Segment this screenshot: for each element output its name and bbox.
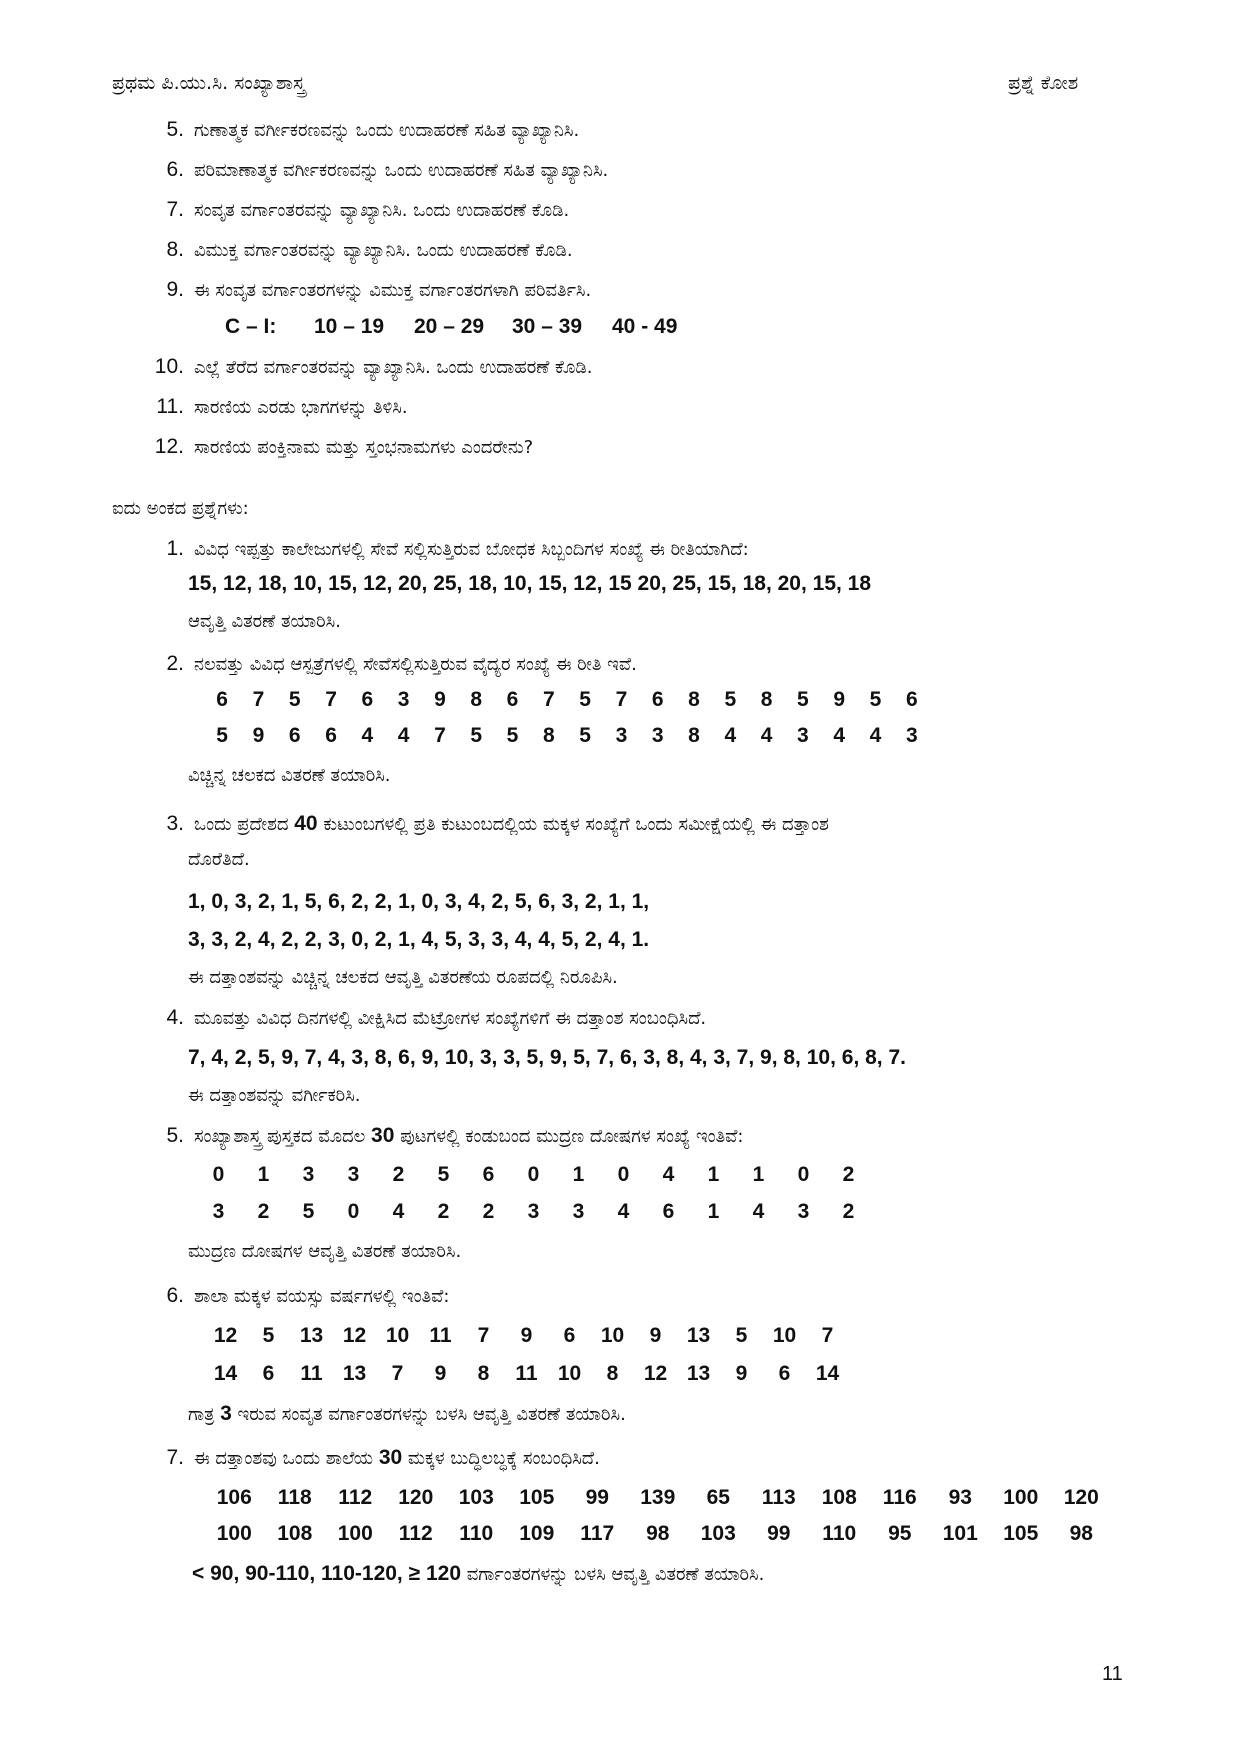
q4-task: ಈ ದತ್ತಾಂಶವನ್ನು ವರ್ಗೀಕರಿಸಿ. xyxy=(188,1085,361,1106)
data-value: 7 xyxy=(391,1362,404,1385)
question-number-inline: 30 xyxy=(371,1124,395,1147)
q2-data-row-1 xyxy=(204,688,930,712)
five-mark-question-4 xyxy=(140,1006,706,1031)
data-value: 10 xyxy=(600,1324,625,1347)
data-value: 4 xyxy=(397,724,410,747)
data-value: 6 xyxy=(651,688,664,711)
question-number: 6. xyxy=(166,158,184,181)
data-value: 13 xyxy=(342,1362,367,1385)
q9-interval: 30 – 39 xyxy=(512,315,583,338)
data-value: 9 xyxy=(434,688,446,711)
data-value: 9 xyxy=(649,1324,662,1347)
question-number: 7. xyxy=(166,1446,184,1469)
data-value: 5 xyxy=(262,1324,275,1347)
data-value: 3 xyxy=(397,688,410,711)
data-value: 3 xyxy=(572,1200,585,1223)
data-value: 12 xyxy=(213,1324,238,1347)
data-value: 103 xyxy=(700,1522,736,1545)
data-value: 13 xyxy=(686,1324,711,1347)
five-mark-question-2 xyxy=(140,652,637,677)
question-number: 11. xyxy=(156,395,184,418)
data-value: 6 xyxy=(563,1324,576,1347)
data-value: 103 xyxy=(458,1486,494,1509)
data-value: 0 xyxy=(617,1163,630,1186)
question-number-inline: 40 xyxy=(294,812,318,835)
data-value: 5 xyxy=(302,1200,315,1223)
five-mark-question-3 xyxy=(140,812,829,837)
data-value: 99 xyxy=(585,1486,609,1509)
data-value: 8 xyxy=(477,1362,490,1385)
data-value: 5 xyxy=(437,1163,450,1186)
question-number: 7. xyxy=(166,198,184,221)
data-value: 13 xyxy=(686,1362,711,1385)
data-value: 6 xyxy=(262,1362,275,1385)
data-value: 8 xyxy=(688,688,700,711)
question-text: ಗುಣಾತ್ಮಕ ವರ್ಗೀಕರಣವನ್ನು ಒಂದು ಉದಾಹರಣೆ ಸಹಿತ ವ್ಯಾಖ್ಯಾನಿಸಿ. xyxy=(194,120,580,141)
data-value: 7 xyxy=(325,688,337,711)
data-value: 98 xyxy=(646,1522,670,1545)
data-value: 8 xyxy=(606,1362,619,1385)
question-number-inline: 30 xyxy=(378,1446,403,1469)
data-value: 5 xyxy=(506,724,519,747)
q9-interval: 20 – 29 xyxy=(414,315,485,338)
question-text: ವಿಮುಕ್ತ ವರ್ಗಾಂತರವನ್ನು ವ್ಯಾಖ್ಯಾನಿಸಿ. ಒಂದು ಉದಾಹರಣೆ ಕೊಡಿ. xyxy=(194,240,573,261)
question-text: ಶಾಲಾ ಮಕ್ಕಳ ವಯಸ್ಸು ವರ್ಷಗಳಲ್ಲಿ ಇಂತಿವೆ: xyxy=(194,1286,450,1307)
data-value: 6 xyxy=(905,688,918,711)
question-text: ಕುಟುಂಬಗಳಲ್ಲಿ ಪ್ರತಿ ಕುಟುಂಬದಲ್ಲಿಯ ಮಕ್ಕಳ ಸಂಖ್ಯೆಗೆ ಒಂದು ಸಮೀಕ್ಷೆಯಲ್ಲಿ ಈ ದತ್ತಾಂಶ xyxy=(323,814,829,835)
data-value: 6 xyxy=(482,1163,495,1186)
data-value: 9 xyxy=(252,724,265,747)
data-value: 1 xyxy=(707,1200,720,1223)
data-value: 120 xyxy=(398,1486,434,1509)
question-number: 5. xyxy=(166,1124,184,1147)
question-text: ಸಾರಣಿಯ ಪಂಕ್ತಿನಾಮ ಮತ್ತು ಸ್ತಂಭನಾಮಗಳು ಎಂದರೇನು? xyxy=(194,437,534,458)
data-value: 11 xyxy=(515,1362,538,1385)
data-value: 11 xyxy=(300,1362,323,1385)
section-title: ಐದು ಅಂಕದ ಪ್ರಶ್ನೆಗಳು: xyxy=(112,498,249,519)
question-text: ನಲವತ್ತು ವಿವಿಧ ಆಸ್ಪತ್ರೆಗಳಲ್ಲಿ ಸೇವೆಸಲ್ಲಿಸುತ್ತಿರುವ ವೈದ್ಯರ ಸಂಖ್ಯೆ ಈ ರೀತಿ ಇವೆ. xyxy=(194,654,637,675)
data-value: 5 xyxy=(288,688,301,711)
data-value: 117 xyxy=(580,1522,615,1545)
data-value: 3 xyxy=(615,724,628,747)
q6-data-row-1 xyxy=(204,1324,849,1348)
data-value: 7 xyxy=(252,688,265,711)
data-value: 7 xyxy=(615,688,628,711)
data-value: 14 xyxy=(815,1362,840,1385)
data-value: 4 xyxy=(833,724,846,747)
data-value: 10 xyxy=(557,1362,582,1385)
data-value: 8 xyxy=(688,724,700,747)
q9-interval: 40 - 49 xyxy=(612,315,678,338)
data-value: 2 xyxy=(257,1200,270,1223)
data-value: 2 xyxy=(842,1163,855,1186)
data-value: 1 xyxy=(752,1163,765,1186)
q9-interval-label: C – I: xyxy=(225,315,277,338)
data-value: 110 xyxy=(459,1522,494,1545)
data-value: 5 xyxy=(579,724,591,747)
data-value: 109 xyxy=(519,1522,555,1545)
data-value: 11 xyxy=(429,1324,452,1347)
data-value: 3 xyxy=(905,724,918,747)
question-number: 3. xyxy=(166,812,184,835)
page-number: 11 xyxy=(1102,1663,1123,1685)
data-value: 0 xyxy=(797,1163,810,1186)
data-value: 5 xyxy=(470,724,483,747)
header-right: ಪ್ರಶ್ನೆ ಕೋಶ xyxy=(1008,72,1079,94)
five-mark-question-5 xyxy=(140,1124,744,1149)
data-value: 93 xyxy=(948,1486,972,1509)
data-value: 3 xyxy=(651,724,664,747)
class-width: 3 xyxy=(220,1402,232,1425)
data-value: 100 xyxy=(216,1522,252,1545)
q6-data-row-2 xyxy=(204,1362,849,1386)
q6-task xyxy=(188,1402,626,1427)
data-value: 105 xyxy=(519,1486,555,1509)
task-text: ಗಾತ್ರ xyxy=(188,1404,215,1425)
question-text: ಮಕ್ಕಳ ಬುದ್ಧಿಲಬ್ಧಕ್ಕೆ ಸಂಬಂಧಿಸಿದೆ. xyxy=(407,1448,600,1469)
data-value: 3 xyxy=(527,1200,540,1223)
data-value: 9 xyxy=(735,1362,748,1385)
data-value: 6 xyxy=(778,1362,791,1385)
data-value: 116 xyxy=(882,1486,917,1509)
q7-data-row-2 xyxy=(204,1522,1112,1546)
data-value: 0 xyxy=(527,1163,540,1186)
data-value: 4 xyxy=(392,1200,405,1223)
data-value: 5 xyxy=(724,688,737,711)
data-value: 113 xyxy=(761,1486,796,1509)
question-number: 9. xyxy=(166,278,184,301)
data-value: 1 xyxy=(707,1163,720,1186)
question-text: ಎಲ್ಲೆ ತೆರೆದ ವರ್ಗಾಂತರವನ್ನು ವ್ಯಾಖ್ಯಾನಿಸಿ. ಒಂದು ಉದಾಹರಣೆ ಕೊಡಿ. xyxy=(194,357,593,378)
data-value: 10 xyxy=(385,1324,410,1347)
q3-task: ಈ ದತ್ತಾಂಶವನ್ನು ವಿಚ್ಚಿನ್ನ ಚಲಕದ ಆವೃತ್ತಿ ವಿತರಣೆಯ ರೂಪದಲ್ಲಿ ನಿರೂಪಿಸಿ. xyxy=(188,967,618,988)
data-value: 0 xyxy=(212,1163,225,1186)
data-value: 101 xyxy=(942,1522,978,1545)
data-value: 108 xyxy=(821,1486,857,1509)
data-value: 4 xyxy=(760,724,773,747)
data-value: 7 xyxy=(434,724,446,747)
data-value: 95 xyxy=(888,1522,912,1545)
data-value: 1 xyxy=(572,1163,585,1186)
data-value: 5 xyxy=(797,688,809,711)
data-value: 6 xyxy=(216,688,228,711)
data-value: 14 xyxy=(213,1362,238,1385)
question-number: 2. xyxy=(166,652,184,675)
short-question xyxy=(140,435,533,460)
q9-interval: 10 – 19 xyxy=(314,315,385,338)
question-number: 12. xyxy=(154,435,184,458)
question-number: 6. xyxy=(166,1284,184,1307)
data-value: 120 xyxy=(1063,1486,1099,1509)
question-text: ಮೂವತ್ತು ವಿವಿಧ ದಿನಗಳಲ್ಲಿ ವೀಕ್ಷಿಸಿದ ಮೆಟ್ರೋಗಳ ಸಂಖ್ಯೆಗಳಿಗೆ ಈ ದತ್ತಾಂಶ ಸಂಬಂಧಿಸಿದೆ. xyxy=(194,1008,707,1029)
data-value: 98 xyxy=(1069,1522,1093,1545)
q2-task: ವಿಚ್ಚಿನ್ನ ಚಲಕದ ವಿತರಣೆ ತಯಾರಿಸಿ. xyxy=(188,765,391,786)
data-value: 9 xyxy=(520,1324,533,1347)
data-value: 3 xyxy=(797,724,809,747)
question-text: ವಿವಿಧ ಇಪ್ಪತ್ತು ಕಾಲೇಜುಗಳಲ್ಲಿ ಸೇವೆ ಸಲ್ಲಿಸುತ್ತಿರುವ ಬೋಧಕ ಸಿಬ್ಬಂದಿಗಳ ಸಂಖ್ಯೆ ಈ ರೀತಿಯಾಗಿದೆ: xyxy=(194,539,749,560)
data-value: 5 xyxy=(869,688,882,711)
q1-data: 15, 12, 18, 10, 15, 12, 20, 25, 18, 10, 15, 12, 15 20, 25, 15, 18, 20, 15, 18 xyxy=(188,572,872,595)
q7-data-row-1 xyxy=(204,1486,1112,1510)
data-value: 65 xyxy=(706,1486,730,1509)
data-value: 7 xyxy=(821,1324,834,1347)
five-mark-question-7 xyxy=(140,1446,600,1471)
data-value: 106 xyxy=(216,1486,252,1509)
q3-data-line-1: 1, 0, 3, 2, 1, 5, 6, 2, 2, 1, 0, 3, 4, 2, 5, 6, 3, 2, 1, 1, xyxy=(188,890,650,913)
question-number: 4. xyxy=(166,1006,184,1029)
five-mark-question-6 xyxy=(140,1284,449,1309)
data-value: 5 xyxy=(735,1324,748,1347)
data-value: 5 xyxy=(216,724,228,747)
data-value: 105 xyxy=(1003,1522,1039,1545)
data-value: 8 xyxy=(470,688,483,711)
data-value: 100 xyxy=(1003,1486,1039,1509)
question-text: ಒಂದು ಪ್ರದೇಶದ xyxy=(194,814,289,835)
data-value: 2 xyxy=(842,1200,855,1223)
data-value: 12 xyxy=(342,1324,367,1347)
data-value: 112 xyxy=(338,1486,373,1509)
data-value: 4 xyxy=(724,724,737,747)
data-value: 5 xyxy=(579,688,591,711)
data-value: 2 xyxy=(482,1200,495,1223)
data-value: 0 xyxy=(347,1200,360,1223)
data-value: 8 xyxy=(542,724,555,747)
data-value: 3 xyxy=(212,1200,225,1223)
question-text: ಪುಟಗಳಲ್ಲಿ ಕಂಡುಬಂದ ಮುದ್ರಣ ದೋಷಗಳ ಸಂಖ್ಯೆ ಇಂತಿವೆ: xyxy=(400,1126,744,1147)
short-question xyxy=(140,238,573,263)
short-question xyxy=(140,395,408,420)
data-value: 108 xyxy=(277,1522,313,1545)
header-left: ಪ್ರಥಮ ಪಿ.ಯು.ಸಿ. ಸಂಖ್ಯಾಶಾಸ್ತ್ರ xyxy=(112,72,306,94)
data-value: 9 xyxy=(434,1362,447,1385)
data-value: 8 xyxy=(760,688,773,711)
data-value: 3 xyxy=(347,1163,360,1186)
data-value: 4 xyxy=(869,724,882,747)
data-value: 4 xyxy=(361,724,374,747)
short-question xyxy=(140,158,608,183)
question-text: ಈ ಸಂವೃತ ವರ್ಗಾಂತರಗಳನ್ನು ವಿಮುಕ್ತ ವರ್ಗಾಂತರಗಳಾಗಿ ಪರಿವರ್ತಿಸಿ. xyxy=(194,280,592,301)
short-question xyxy=(140,198,569,223)
data-value: 100 xyxy=(337,1522,373,1545)
data-value: 6 xyxy=(288,724,301,747)
data-value: 12 xyxy=(643,1362,668,1385)
data-value: 7 xyxy=(477,1324,490,1347)
question-text: ಈ ದತ್ತಾಂಶವು ಒಂದು ಶಾಲೆಯ xyxy=(194,1448,374,1469)
data-value: 4 xyxy=(662,1163,675,1186)
data-value: 6 xyxy=(325,724,337,747)
data-value: 139 xyxy=(640,1486,676,1509)
five-mark-question-1 xyxy=(140,537,749,562)
question-number: 10. xyxy=(154,355,184,378)
data-value: 1 xyxy=(257,1163,270,1186)
question-number: 8. xyxy=(166,238,184,261)
data-value: 4 xyxy=(617,1200,630,1223)
q1-task: ಆವೃತ್ತಿ ವಿತರಣೆ ತಯಾರಿಸಿ. xyxy=(188,611,341,632)
q5-task: ಮುದ್ರಣ ದೋಷಗಳ ಆವೃತ್ತಿ ವಿತರಣೆ ತಯಾರಿಸಿ. xyxy=(188,1241,462,1262)
question-number: 1. xyxy=(166,537,184,560)
data-value: 2 xyxy=(437,1200,450,1223)
short-question xyxy=(140,278,591,303)
data-value: 7 xyxy=(542,688,555,711)
q3-text-continued: ದೊರೆತಿದೆ. xyxy=(188,849,250,870)
data-value: 6 xyxy=(662,1200,675,1223)
data-value: 10 xyxy=(772,1324,797,1347)
task-text: ವರ್ಗಾಂತರಗಳನ್ನು ಬಳಸಿ ಆವೃತ್ತಿ ವಿತರಣೆ ತಯಾರಿಸಿ. xyxy=(466,1564,765,1585)
short-question xyxy=(140,355,592,380)
class-intervals: < 90, 90-110, 110-120, ≥ 120 xyxy=(192,1562,462,1585)
question-number: 5. xyxy=(166,118,184,141)
q3-data-line-2: 3, 3, 2, 4, 2, 2, 3, 0, 2, 1, 4, 5, 3, 3, 4, 4, 5, 2, 4, 1. xyxy=(188,928,650,951)
data-value: 2 xyxy=(392,1163,405,1186)
q5-data-row-1 xyxy=(196,1163,871,1187)
data-value: 110 xyxy=(822,1522,857,1545)
data-value: 4 xyxy=(752,1200,765,1223)
task-text: ಇರುವ ಸಂವೃತ ವರ್ಗಾಂತರಗಳನ್ನು ಬಳಸಿ ಆವೃತ್ತಿ ವಿತರಣೆ ತಯಾರಿಸಿ. xyxy=(237,1404,626,1425)
data-value: 3 xyxy=(302,1163,315,1186)
data-value: 99 xyxy=(767,1522,791,1545)
data-value: 112 xyxy=(398,1522,433,1545)
data-value: 6 xyxy=(361,688,374,711)
data-value: 6 xyxy=(506,688,519,711)
short-question xyxy=(140,118,579,143)
q4-data: 7, 4, 2, 5, 9, 7, 4, 3, 8, 6, 9, 10, 3, 3, 5, 9, 5, 7, 6, 3, 8, 4, 3, 7, 9, 8, 10, 6, 8, 7. xyxy=(188,1046,906,1069)
q7-task xyxy=(192,1562,764,1587)
question-text: ಸಂವೃತ ವರ್ಗಾಂತರವನ್ನು ವ್ಯಾಖ್ಯಾನಿಸಿ. ಒಂದು ಉದಾಹರಣೆ ಕೊಡಿ. xyxy=(194,200,570,221)
data-value: 9 xyxy=(833,688,846,711)
data-value: 3 xyxy=(797,1200,810,1223)
q2-data-row-2 xyxy=(204,724,930,748)
question-text: ಸಾರಣಿಯ ಎರಡು ಭಾಗಗಳನ್ನು ತಿಳಿಸಿ. xyxy=(194,397,408,418)
q5-data-row-2 xyxy=(196,1200,871,1224)
data-value: 118 xyxy=(277,1486,312,1509)
question-text: ಸಂಖ್ಯಾಶಾಸ್ತ್ರ ಪುಸ್ತಕದ ಮೊದಲ xyxy=(194,1126,366,1147)
data-value: 13 xyxy=(299,1324,324,1347)
question-text: ಪರಿಮಾಣಾತ್ಮಕ ವರ್ಗೀಕರಣವನ್ನು ಒಂದು ಉದಾಹರಣೆ ಸಹಿತ ವ್ಯಾಖ್ಯಾನಿಸಿ. xyxy=(194,160,609,181)
